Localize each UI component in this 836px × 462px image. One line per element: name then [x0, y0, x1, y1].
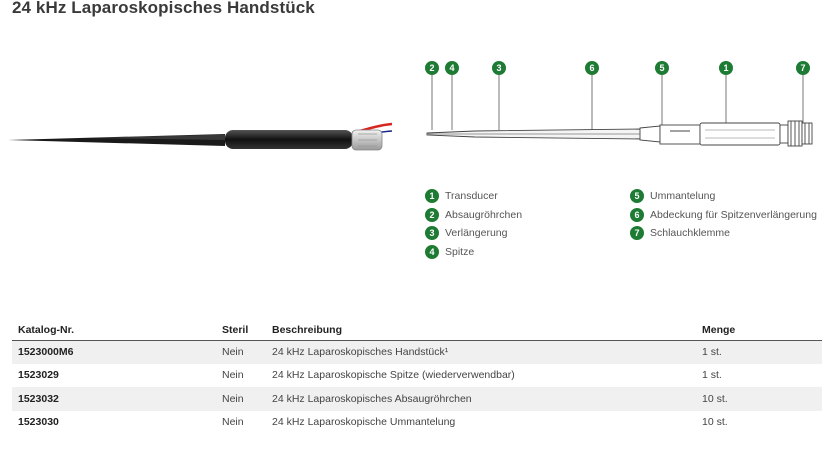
table-row: [12, 387, 822, 411]
page-title: 24 kHz Laparoskopisches Handstück: [12, 0, 315, 17]
cell-beschreibung: 24 kHz Laparoskopische Ummantelung: [272, 416, 456, 429]
cell-steril: Nein: [222, 416, 244, 429]
callout-6-icon: 6: [585, 61, 599, 75]
cell-steril: Nein: [216, 340, 266, 364]
column-header-beschreibung: Beschreibung: [266, 320, 696, 340]
legend-label: Ummantelung: [650, 190, 716, 203]
legend-item: [630, 206, 817, 225]
diagram-drawing: [415, 55, 830, 165]
cell-katalog-nr: 1523030: [18, 416, 59, 429]
table-row: [12, 340, 822, 364]
legend-item: [630, 187, 817, 206]
callout-4-icon: 4: [445, 61, 459, 75]
legend-label: Verlängerung: [445, 227, 508, 240]
legend-label: Spitze: [445, 245, 475, 258]
cell-menge: 1 st.: [702, 369, 722, 382]
table-row: [12, 364, 822, 388]
legend-item: [630, 224, 817, 243]
callout-7-icon: 7: [796, 61, 810, 75]
column-header-menge: Menge: [696, 320, 822, 340]
legend-item: [425, 187, 522, 206]
cell-menge: 10 st.: [696, 387, 822, 411]
callout-2-icon: 2: [425, 61, 439, 75]
callout-1-icon: 1: [719, 61, 733, 75]
callout-3-icon: 3: [492, 61, 506, 75]
cell-steril: Nein: [222, 369, 244, 382]
table-header-row: [12, 320, 822, 340]
legend-label: Schlauchklemme: [650, 227, 730, 240]
cell-katalog-nr: 1523029: [18, 369, 59, 382]
number-badge-icon: 7: [630, 226, 644, 240]
cell-katalog-nr: 1523032: [12, 387, 216, 411]
number-badge-icon: 5: [630, 189, 644, 203]
legend-label: Abdeckung für Spitzenverlängerung: [650, 208, 817, 221]
number-badge-icon: 6: [630, 208, 644, 222]
cell-beschreibung: 24 kHz Laparoskopisches Handstück¹: [266, 340, 696, 364]
column-header-katalog: Katalog-Nr.: [12, 320, 216, 340]
cell-menge: 10 st.: [702, 416, 728, 429]
legend-right: [630, 187, 817, 243]
legend-label: Transducer: [445, 190, 498, 203]
cell-beschreibung: 24 kHz Laparoskopische Spitze (wiederverwendbar): [272, 369, 515, 382]
legend-label: Absaugröhrchen: [445, 208, 523, 221]
cell-menge: 1 st.: [696, 340, 822, 364]
legend-left: [425, 187, 522, 261]
catalog-table: [12, 320, 822, 434]
cell-katalog-nr: 1523000M6: [12, 340, 216, 364]
number-badge-icon: 3: [425, 226, 439, 240]
legend-item: [425, 224, 522, 243]
legend-item: [425, 206, 522, 225]
legend-item: [425, 243, 522, 262]
number-badge-icon: 1: [425, 189, 439, 203]
callout-5-icon: 5: [655, 61, 669, 75]
table-row: [12, 411, 822, 435]
cell-beschreibung: 24 kHz Laparoskopisches Absaugröhrchen: [266, 387, 696, 411]
handpiece-photo: [0, 110, 400, 170]
handpiece-diagram: [415, 55, 830, 165]
cell-steril: Nein: [216, 387, 266, 411]
number-badge-icon: 2: [425, 208, 439, 222]
number-badge-icon: 4: [425, 245, 439, 259]
column-header-steril: Steril: [216, 320, 266, 340]
